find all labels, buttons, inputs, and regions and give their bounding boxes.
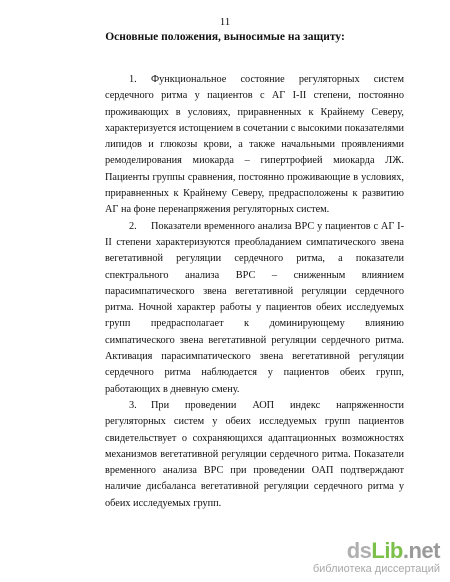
paragraph-2 <box>105 219 404 398</box>
page-number: 11 <box>219 16 231 28</box>
paragraph-3 <box>105 398 404 512</box>
watermark-subtitle: библиотека диссертаций <box>312 563 440 575</box>
page-title: Основные положения, выносимые на защиту: <box>105 31 345 43</box>
document-body <box>105 72 404 512</box>
paragraph-text: Функциональное состояние регуляторных систем сердечного ритма у пациентов с АГ I-II степени, постоянно проживающих в условиях, приравненных к Крайнему Северу, характеризуется истощением в сочетании с высокими показателями липидов и глюкозы крови, а также начальными проявлениями ремоделирования миокарда – гипертрофией миокарда ЛЖ. Пациенты группы сравнения, постоянно проживающие в условиях, приравненных к Крайнему Северу, предрасположены к развитию АГ на фоне перенапряжения регуляторных систем. <box>105 74 404 216</box>
paragraph-number: 2. <box>129 220 137 232</box>
paragraph-number: 1. <box>129 74 137 85</box>
paragraph-1 <box>105 72 404 219</box>
watermark <box>313 540 440 576</box>
paragraph-number: 3. <box>129 399 137 411</box>
paragraph-text: При проведении АОП индекс напряженности регуляторных систем у обеих исследуемых групп пациентов свидетельствует о сохраняющихся адаптационных возможностях механизмов вегетативной регуляции сердечного ритма. Показатели временного анализа ВРС при проведении ОАП подтверждают наличие дисбаланса вегетативной регуляции сердечного ритма у обеих исследуемых групп. <box>105 399 404 509</box>
paragraph-text: Показатели временного анализа ВРС у пациентов с АГ I-II степени характеризуются преобладанием симпатического звена вегетативной регуляции сердечного ритма, а показатели спектрального анализа ВРС – сниженным влиянием парасимпатического звена вегетативной регуляции сердечного ритма. Ночной характер работы у пациентов обеих исследуемых групп предрасполагает к доминирующему влиянию симпатического звена вегетативной регуляции сердечного ритма. Активация парасимпатического звена вегетативной регуляции сердечного ритма наблюдается у пациентов обеих групп, работающих в дневную смену. <box>105 220 404 395</box>
watermark-logo: dsLib.net <box>346 538 440 563</box>
